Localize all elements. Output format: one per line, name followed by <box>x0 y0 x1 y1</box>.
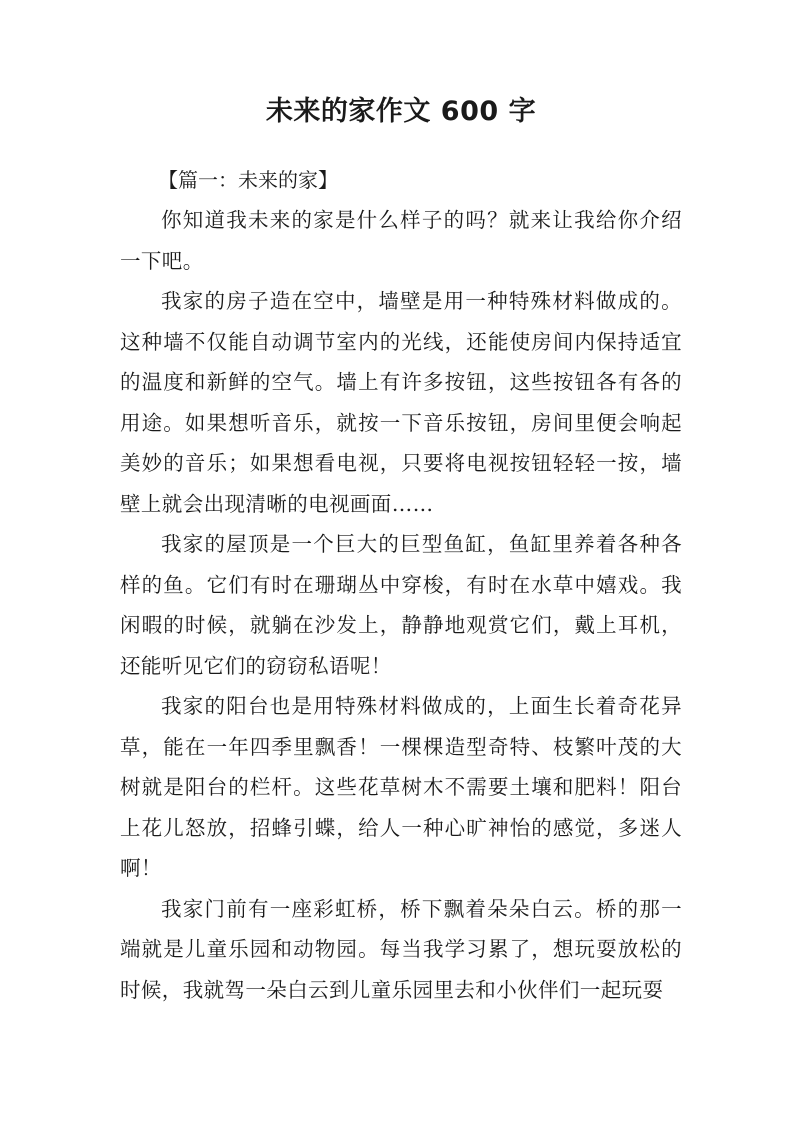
paragraph-2: 我家的房子造在空中，墙壁是用一种特殊材料做成的。这种墙不仅能自动调节室内的光线，还能使房间内保持适宜的温度和新鲜的空气。墙上有许多按钮，这些按钮各有各的用途。如果想听音乐，就按一下音乐按钮，房间里便会响起美妙的音乐；如果想看电视，只要将电视按钮轻轻一按，墙壁上就会出现清晰的电视画面…… <box>120 289 682 516</box>
paragraph-3: 我家的屋顶是一个巨大的巨型鱼缸，鱼缸里养着各种各样的鱼。它们有时在珊瑚丛中穿梭，有时在水草中嬉戏。我闲暇的时候，就躺在沙发上，静静地观赏它们，戴上耳机，还能听见它们的窃窃私语呢！ <box>120 532 682 678</box>
paragraph-1: 你知道我未来的家是什么样子的吗？就来让我给你介绍一下吧。 <box>120 208 682 273</box>
document-page <box>120 92 682 1010</box>
document-title: 未来的家作文 600 字 <box>265 96 537 127</box>
paragraph-4: 我家的阳台也是用特殊材料做成的，上面生长着奇花异草，能在一年四季里飘香！一棵棵造型奇特、枝繁叶茂的大树就是阳台的栏杆。这些花草树木不需要土壤和肥料！阳台上花儿怒放，招蜂引蝶，给人一种心旷神怡的感觉，多迷人啊！ <box>120 694 682 880</box>
section-heading: 【篇一：未来的家】 <box>158 168 338 192</box>
paragraph-5: 我家门前有一座彩虹桥，桥下飘着朵朵白云。桥的那一端就是儿童乐园和动物园。每当我学习累了，想玩耍放松的时候，我就驾一朵白云到儿童乐园里去和小伙伴们一起玩耍 <box>120 896 682 1002</box>
